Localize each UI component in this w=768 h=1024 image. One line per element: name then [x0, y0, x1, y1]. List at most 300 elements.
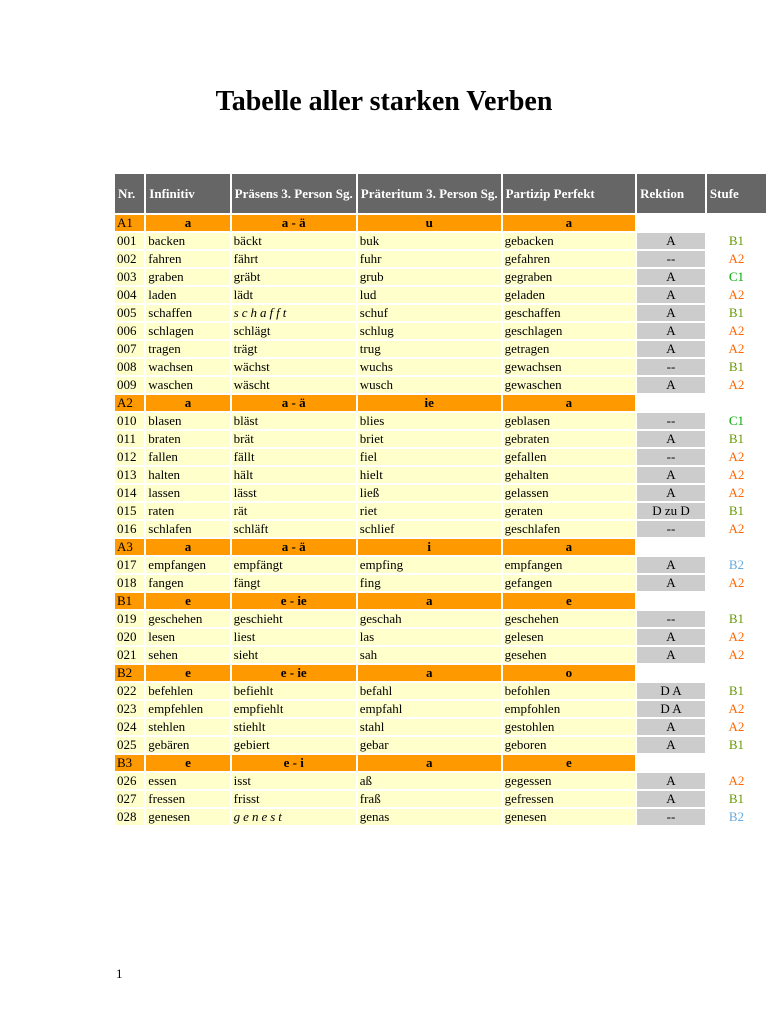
verb-praesens: [232, 359, 356, 375]
verb-praeteritum: grub: [358, 269, 501, 285]
verb-stufe: B1: [707, 305, 766, 321]
table-row: [115, 503, 766, 519]
group-code: A3: [115, 539, 144, 555]
verb-rektion: A: [637, 773, 705, 789]
verb-infinitiv: sehen: [146, 647, 229, 663]
group-pattern-praesens: e - i: [232, 755, 356, 771]
verb-partizip: gelassen: [503, 485, 635, 501]
verb-praeteritum: genas: [358, 809, 501, 825]
group-pattern-partizip: e: [503, 593, 635, 609]
verb-praesens-text: wäscht: [233, 377, 270, 392]
verb-praesens-text: trägt: [233, 341, 258, 356]
group-pattern-infinitiv: a: [146, 395, 229, 411]
verb-nr: 027: [115, 791, 144, 807]
verb-praeteritum: hielt: [358, 467, 501, 483]
verb-rektion: A: [637, 269, 705, 285]
group-empty-cell: [707, 593, 766, 609]
verb-praesens: [232, 575, 356, 591]
verb-nr: 013: [115, 467, 144, 483]
table-row: [115, 377, 766, 393]
verb-praesens: [232, 719, 356, 735]
verb-infinitiv: schlafen: [146, 521, 229, 537]
group-pattern-praesens: a - ä: [232, 395, 356, 411]
group-pattern-infinitiv: e: [146, 593, 229, 609]
verb-partizip: geboren: [503, 737, 635, 753]
verb-praesens: [232, 269, 356, 285]
verb-partizip: gefressen: [503, 791, 635, 807]
verb-praeteritum: fuhr: [358, 251, 501, 267]
group-code: B3: [115, 755, 144, 771]
table-row: [115, 359, 766, 375]
verb-praesens-text: liest: [233, 629, 256, 644]
verb-infinitiv: backen: [146, 233, 229, 249]
verb-rektion: --: [637, 449, 705, 465]
verb-praesens-text: lädt: [233, 287, 254, 302]
group-pattern-infinitiv: e: [146, 755, 229, 771]
verb-partizip: gelesen: [503, 629, 635, 645]
verb-infinitiv: stehlen: [146, 719, 229, 735]
table-row: [115, 305, 766, 321]
verb-praesens: [232, 287, 356, 303]
verb-infinitiv: lesen: [146, 629, 229, 645]
verb-infinitiv: braten: [146, 431, 229, 447]
verb-praeteritum: empfing: [358, 557, 501, 573]
verb-stufe: A2: [707, 575, 766, 591]
verb-praesens-text: geschieht: [233, 611, 283, 626]
group-code: A1: [115, 215, 144, 231]
verb-nr: 008: [115, 359, 144, 375]
verb-nr: 028: [115, 809, 144, 825]
verb-infinitiv: lassen: [146, 485, 229, 501]
group-empty-cell: [707, 215, 766, 231]
verb-stufe: A2: [707, 719, 766, 735]
verb-rektion: --: [637, 611, 705, 627]
verb-praesens: [232, 431, 356, 447]
group-pattern-praesens: a - ä: [232, 539, 356, 555]
group-pattern-praeteritum: a: [358, 665, 501, 681]
table-row: [115, 809, 766, 825]
verb-stufe: A2: [707, 287, 766, 303]
table-row: [115, 269, 766, 285]
verb-rektion: A: [637, 323, 705, 339]
verb-stufe: A2: [707, 449, 766, 465]
verb-stufe: C1: [707, 269, 766, 285]
table-row: [115, 719, 766, 735]
verb-praesens: [232, 701, 356, 717]
table-row: [115, 521, 766, 537]
verb-infinitiv: blasen: [146, 413, 229, 429]
group-code: B1: [115, 593, 144, 609]
verb-nr: 005: [115, 305, 144, 321]
verb-table: [113, 172, 768, 827]
group-pattern-infinitiv: e: [146, 665, 229, 681]
verb-infinitiv: raten: [146, 503, 229, 519]
verb-praesens: [232, 557, 356, 573]
verb-rektion: A: [637, 485, 705, 501]
verb-praesens-text: fängt: [233, 575, 261, 590]
group-empty-cell: [707, 755, 766, 771]
verb-stufe: A2: [707, 485, 766, 501]
verb-praeteritum: buk: [358, 233, 501, 249]
verb-praeteritum: geschah: [358, 611, 501, 627]
verb-rektion: A: [637, 719, 705, 735]
verb-nr: 020: [115, 629, 144, 645]
table-row: [115, 413, 766, 429]
table-row: [115, 683, 766, 699]
verb-partizip: gefangen: [503, 575, 635, 591]
verb-infinitiv: schaffen: [146, 305, 229, 321]
group-row: [115, 755, 766, 771]
verb-praesens: [232, 791, 356, 807]
verb-praesens-text: befiehlt: [233, 683, 274, 698]
page-title: Tabelle aller starken Verben: [215, 86, 553, 117]
verb-infinitiv: halten: [146, 467, 229, 483]
verb-infinitiv: genesen: [146, 809, 229, 825]
verb-rektion: A: [637, 467, 705, 483]
verb-praeteritum: blies: [358, 413, 501, 429]
table-row: [115, 251, 766, 267]
header-nr: Nr.: [115, 174, 144, 213]
verb-praesens: [232, 449, 356, 465]
group-pattern-partizip: a: [503, 395, 635, 411]
verb-praesens: [232, 503, 356, 519]
verb-praesens: [232, 611, 356, 627]
group-pattern-praeteritum: a: [358, 755, 501, 771]
group-row: [115, 215, 766, 231]
verb-infinitiv: befehlen: [146, 683, 229, 699]
group-empty-cell: [637, 215, 705, 231]
verb-rektion: --: [637, 251, 705, 267]
group-empty-cell: [707, 395, 766, 411]
verb-infinitiv: wachsen: [146, 359, 229, 375]
verb-nr: 025: [115, 737, 144, 753]
verb-praeteritum: fing: [358, 575, 501, 591]
verb-praesens: [232, 233, 356, 249]
table-row: [115, 737, 766, 753]
verb-stufe: B1: [707, 791, 766, 807]
verb-infinitiv: essen: [146, 773, 229, 789]
group-pattern-praeteritum: ie: [358, 395, 501, 411]
verb-nr: 017: [115, 557, 144, 573]
verb-praesens-text: isst: [233, 773, 252, 788]
verb-nr: 002: [115, 251, 144, 267]
verb-praeteritum: fiel: [358, 449, 501, 465]
verb-praeteritum: sah: [358, 647, 501, 663]
verb-stufe: A2: [707, 521, 766, 537]
verb-praesens: [232, 809, 356, 825]
verb-praesens-text: bäckt: [233, 233, 262, 248]
group-pattern-praeteritum: a: [358, 593, 501, 609]
verb-rektion: A: [637, 377, 705, 393]
table-row: [115, 287, 766, 303]
verb-nr: 021: [115, 647, 144, 663]
verb-praesens: [232, 683, 356, 699]
header-praesens: Präsens 3. Person Sg.: [232, 174, 356, 213]
group-pattern-partizip: a: [503, 215, 635, 231]
verb-praesens: [232, 305, 356, 321]
verb-infinitiv: graben: [146, 269, 229, 285]
verb-nr: 011: [115, 431, 144, 447]
table-row: [115, 647, 766, 663]
verb-praeteritum: briet: [358, 431, 501, 447]
verb-praesens: [232, 521, 356, 537]
header-infinitiv: Infinitiv: [146, 174, 229, 213]
verb-praesens: [232, 251, 356, 267]
verb-nr: 026: [115, 773, 144, 789]
verb-praesens-text: wächst: [233, 359, 270, 374]
verb-stufe: B1: [707, 359, 766, 375]
verb-nr: 004: [115, 287, 144, 303]
verb-stufe: A2: [707, 251, 766, 267]
table-row: [115, 773, 766, 789]
verb-infinitiv: gebären: [146, 737, 229, 753]
group-pattern-praesens: e - ie: [232, 593, 356, 609]
verb-partizip: empfohlen: [503, 701, 635, 717]
group-pattern-praeteritum: i: [358, 539, 501, 555]
verb-partizip: gefahren: [503, 251, 635, 267]
verb-praeteritum: las: [358, 629, 501, 645]
verb-rektion: --: [637, 809, 705, 825]
verb-nr: 019: [115, 611, 144, 627]
verb-praesens-text: fällt: [233, 449, 255, 464]
verb-partizip: gefallen: [503, 449, 635, 465]
table-row: [115, 323, 766, 339]
verb-praesens-text: empfängt: [233, 557, 283, 572]
verb-infinitiv: waschen: [146, 377, 229, 393]
verb-partizip: genesen: [503, 809, 635, 825]
verb-partizip: gegessen: [503, 773, 635, 789]
header-partizip: Partizip Perfekt: [503, 174, 635, 213]
group-pattern-infinitiv: a: [146, 215, 229, 231]
verb-praesens-text: gräbt: [233, 269, 261, 284]
verb-praesens: [232, 377, 356, 393]
verb-praeteritum: riet: [358, 503, 501, 519]
group-empty-cell: [637, 665, 705, 681]
verb-praesens: [232, 323, 356, 339]
table-row: [115, 431, 766, 447]
verb-praesens: [232, 773, 356, 789]
verb-praeteritum: ließ: [358, 485, 501, 501]
verb-rektion: A: [637, 629, 705, 645]
header-rektion: Rektion: [637, 174, 705, 213]
verb-rektion: D A: [637, 701, 705, 717]
verb-praesens-text: hält: [233, 467, 254, 482]
table-row: [115, 611, 766, 627]
verb-infinitiv: fahren: [146, 251, 229, 267]
verb-praesens-text: sieht: [233, 647, 259, 662]
verb-praesens-text: frisst: [233, 791, 260, 806]
verb-infinitiv: fallen: [146, 449, 229, 465]
page-number: 1: [116, 966, 123, 981]
verb-stufe: A2: [707, 323, 766, 339]
verb-partizip: geschlafen: [503, 521, 635, 537]
verb-praeteritum: schuf: [358, 305, 501, 321]
verb-praeteritum: stahl: [358, 719, 501, 735]
table-row: [115, 575, 766, 591]
verb-praesens-text: bläst: [233, 413, 259, 428]
verb-partizip: gewaschen: [503, 377, 635, 393]
verb-stufe: B1: [707, 611, 766, 627]
verb-partizip: gesehen: [503, 647, 635, 663]
table-row: [115, 449, 766, 465]
verb-praeteritum: wuchs: [358, 359, 501, 375]
group-empty-cell: [637, 755, 705, 771]
verb-praeteritum: aß: [358, 773, 501, 789]
verb-rektion: A: [637, 341, 705, 357]
verb-stufe: A2: [707, 629, 766, 645]
verb-infinitiv: geschehen: [146, 611, 229, 627]
group-empty-cell: [637, 395, 705, 411]
verb-stufe: B1: [707, 683, 766, 699]
table-row: [115, 467, 766, 483]
verb-infinitiv: laden: [146, 287, 229, 303]
verb-stufe: B1: [707, 737, 766, 753]
verb-praesens-text: brät: [233, 431, 254, 446]
verb-stufe: C1: [707, 413, 766, 429]
verb-nr: 006: [115, 323, 144, 339]
verb-praesens: [232, 629, 356, 645]
verb-praesens-text: empfiehlt: [233, 701, 284, 716]
verb-partizip: geschlagen: [503, 323, 635, 339]
verb-nr: 024: [115, 719, 144, 735]
verb-infinitiv: empfehlen: [146, 701, 229, 717]
header-praeteritum: Präteritum 3. Person Sg.: [358, 174, 501, 213]
verb-rektion: A: [637, 233, 705, 249]
verb-stufe: A2: [707, 467, 766, 483]
verb-partizip: gebraten: [503, 431, 635, 447]
verb-partizip: gegraben: [503, 269, 635, 285]
verb-partizip: empfangen: [503, 557, 635, 573]
group-pattern-partizip: o: [503, 665, 635, 681]
group-row: [115, 665, 766, 681]
verb-praeteritum: schlief: [358, 521, 501, 537]
verb-rektion: A: [637, 575, 705, 591]
verb-stufe: A2: [707, 773, 766, 789]
verb-rektion: A: [637, 287, 705, 303]
table-row: [115, 341, 766, 357]
verb-praeteritum: gebar: [358, 737, 501, 753]
group-pattern-partizip: a: [503, 539, 635, 555]
group-pattern-praesens: e - ie: [232, 665, 356, 681]
verb-praesens-text: rät: [233, 503, 248, 518]
verb-partizip: befohlen: [503, 683, 635, 699]
verb-rektion: A: [637, 557, 705, 573]
verb-praesens: [232, 737, 356, 753]
verb-praesens-text: schlägt: [233, 323, 271, 338]
group-empty-cell: [637, 539, 705, 555]
verb-stufe: A2: [707, 377, 766, 393]
verb-rektion: --: [637, 359, 705, 375]
verb-praeteritum: fraß: [358, 791, 501, 807]
verb-rektion: A: [637, 647, 705, 663]
verb-nr: 001: [115, 233, 144, 249]
verb-partizip: gewachsen: [503, 359, 635, 375]
verb-rektion: A: [637, 791, 705, 807]
header-stufe: Stufe: [707, 174, 766, 213]
verb-partizip: geschaffen: [503, 305, 635, 321]
group-code: A2: [115, 395, 144, 411]
verb-praesens-text: genest: [233, 809, 285, 824]
group-row: [115, 395, 766, 411]
verb-nr: 009: [115, 377, 144, 393]
verb-praesens-text: schafft: [233, 305, 290, 320]
group-pattern-partizip: e: [503, 755, 635, 771]
verb-praesens-text: gebiert: [233, 737, 270, 752]
verb-praesens: [232, 485, 356, 501]
verb-stufe: B2: [707, 557, 766, 573]
verb-praeteritum: lud: [358, 287, 501, 303]
verb-praesens-text: fährt: [233, 251, 259, 266]
table-row: [115, 233, 766, 249]
verb-nr: 018: [115, 575, 144, 591]
verb-nr: 010: [115, 413, 144, 429]
group-pattern-praesens: a - ä: [232, 215, 356, 231]
verb-rektion: A: [637, 737, 705, 753]
group-pattern-infinitiv: a: [146, 539, 229, 555]
group-row: [115, 593, 766, 609]
verb-infinitiv: empfangen: [146, 557, 229, 573]
verb-rektion: --: [637, 413, 705, 429]
verb-nr: 003: [115, 269, 144, 285]
verb-nr: 007: [115, 341, 144, 357]
verb-rektion: A: [637, 431, 705, 447]
verb-praeteritum: empfahl: [358, 701, 501, 717]
group-empty-cell: [637, 593, 705, 609]
verb-praesens: [232, 467, 356, 483]
verb-nr: 022: [115, 683, 144, 699]
group-pattern-praeteritum: u: [358, 215, 501, 231]
verb-rektion: D zu D: [637, 503, 705, 519]
table-row: [115, 791, 766, 807]
verb-partizip: geladen: [503, 287, 635, 303]
group-row: [115, 539, 766, 555]
group-empty-cell: [707, 665, 766, 681]
verb-praesens: [232, 413, 356, 429]
verb-infinitiv: schlagen: [146, 323, 229, 339]
table-row: [115, 701, 766, 717]
table-row: [115, 557, 766, 573]
group-empty-cell: [707, 539, 766, 555]
verb-nr: 012: [115, 449, 144, 465]
verb-partizip: gehalten: [503, 467, 635, 483]
group-code: B2: [115, 665, 144, 681]
verb-partizip: geraten: [503, 503, 635, 519]
verb-stufe: B1: [707, 431, 766, 447]
verb-partizip: geschehen: [503, 611, 635, 627]
verb-stufe: A2: [707, 647, 766, 663]
table-row: [115, 629, 766, 645]
verb-praeteritum: trug: [358, 341, 501, 357]
verb-praesens: [232, 341, 356, 357]
table-row: [115, 485, 766, 501]
verb-infinitiv: tragen: [146, 341, 229, 357]
verb-partizip: gestohlen: [503, 719, 635, 735]
verb-praeteritum: befahl: [358, 683, 501, 699]
verb-table-body: [115, 174, 766, 825]
verb-rektion: A: [637, 305, 705, 321]
verb-praesens-text: lässt: [233, 485, 257, 500]
verb-infinitiv: fressen: [146, 791, 229, 807]
verb-rektion: D A: [637, 683, 705, 699]
verb-praeteritum: schlug: [358, 323, 501, 339]
verb-stufe: B1: [707, 503, 766, 519]
verb-nr: 023: [115, 701, 144, 717]
verb-stufe: A2: [707, 701, 766, 717]
verb-nr: 016: [115, 521, 144, 537]
verb-praeteritum: wusch: [358, 377, 501, 393]
verb-rektion: --: [637, 521, 705, 537]
verb-partizip: getragen: [503, 341, 635, 357]
